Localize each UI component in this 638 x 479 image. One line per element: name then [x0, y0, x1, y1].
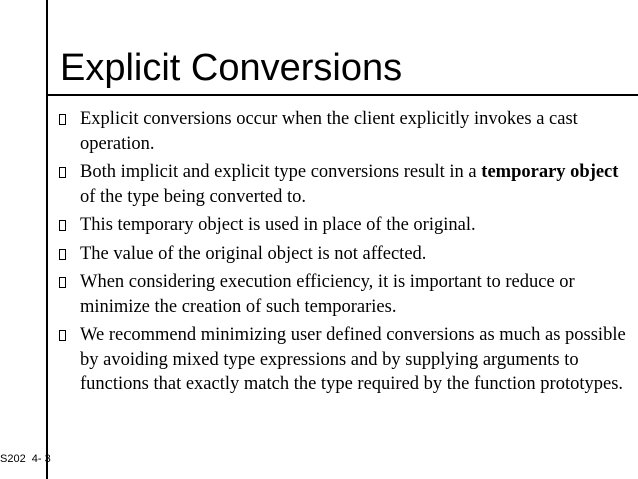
emphasis-text: temporary object — [481, 162, 619, 182]
bullet-box-icon — [59, 330, 66, 341]
bullet-text: When considering execution efficiency, it is important to reduce or minimize the creation of such temporaries. — [80, 272, 575, 317]
bullet-text: This temporary object is used in place of the original. — [80, 215, 476, 235]
vertical-rule — [46, 0, 48, 479]
slide-title: Explicit Conversions — [60, 47, 403, 89]
bullet-item — [56, 160, 626, 209]
bullet-item — [56, 213, 626, 238]
bullet-text: of the type being converted to. — [80, 186, 307, 207]
slide-footer: S202 4- 3 — [0, 453, 51, 465]
bullet-text: We recommend minimizing user defined conversions as much as possible by avoiding mixed type expressions and by supplying arguments to functions that exactly match the type required by the function prototypes. — [80, 325, 626, 394]
bullet-text: Explicit conversions occur when the client explicitly invokes a cast operation. — [80, 109, 578, 154]
bullet-item — [56, 270, 626, 319]
bullet-box-icon — [59, 167, 66, 178]
bullet-text: Both implicit and explicit type conversions result in a — [80, 162, 482, 182]
bullet-box-icon — [59, 249, 66, 260]
bullet-box-icon — [59, 114, 66, 125]
bullet-list — [56, 107, 626, 401]
bullet-text: The value of the original object is not affected. — [80, 243, 427, 264]
bullet-item — [56, 242, 626, 267]
bullet-item — [56, 323, 626, 397]
bullet-item — [56, 107, 626, 156]
title-underline — [46, 94, 638, 96]
bullet-box-icon — [59, 277, 66, 288]
bullet-box-icon — [59, 220, 66, 231]
